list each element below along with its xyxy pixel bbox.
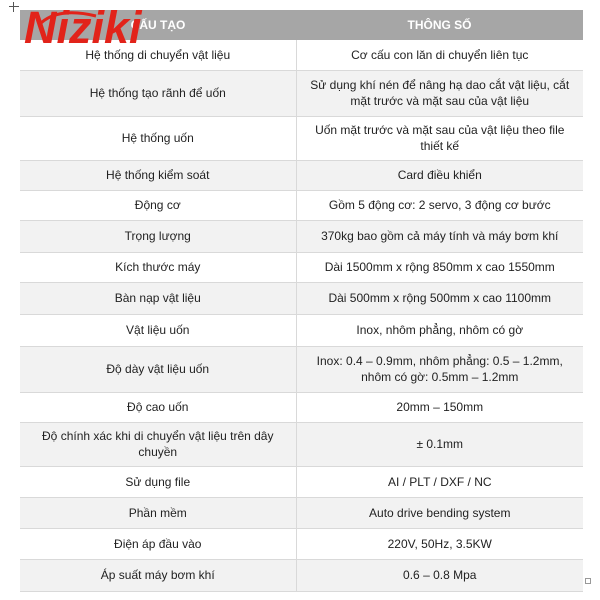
row-value: Auto drive bending system xyxy=(296,497,583,528)
table-row xyxy=(20,70,583,116)
row-label: Bàn nạp vật liệu xyxy=(20,282,296,314)
table-row xyxy=(20,314,583,346)
row-label: Vật liệu uốn xyxy=(20,314,296,346)
table-row xyxy=(20,190,583,220)
niziki-logo xyxy=(24,2,142,53)
row-label: Kích thước máy xyxy=(20,252,296,282)
row-value: AI / PLT / DXF / NC xyxy=(296,466,583,497)
table-row xyxy=(20,559,583,591)
row-value: Inox, nhôm phẳng, nhôm có gờ xyxy=(296,314,583,346)
table-row xyxy=(20,252,583,282)
row-label: Sử dụng file xyxy=(20,466,296,497)
row-value: Dài 500mm x rộng 500mm x cao 1100mm xyxy=(296,282,583,314)
row-value: ± 0.1mm xyxy=(296,422,583,466)
table-row xyxy=(20,160,583,190)
row-value: Card điều khiển xyxy=(296,160,583,190)
resize-handle-icon[interactable] xyxy=(585,578,591,584)
row-value: Cơ cấu con lăn di chuyển liên tục xyxy=(296,40,583,70)
logo-text: Niziki xyxy=(24,2,142,53)
table-row xyxy=(20,346,583,392)
row-value: Gồm 5 động cơ: 2 servo, 3 động cơ bước xyxy=(296,190,583,220)
move-handle-icon[interactable] xyxy=(9,2,19,12)
row-value: 220V, 50Hz, 3.5KW xyxy=(296,528,583,559)
row-value: Uốn mặt trước và mặt sau của vật liệu theo file thiết kế xyxy=(296,116,583,160)
row-label: Áp suất máy bơm khí xyxy=(20,559,296,591)
table-row xyxy=(20,282,583,314)
table-row xyxy=(20,220,583,252)
header-specs: THÔNG SỐ xyxy=(296,10,583,40)
row-label: Hệ thống tạo rãnh để uốn xyxy=(20,70,296,116)
table-row xyxy=(20,392,583,422)
row-value: Sử dụng khí nén để nâng hạ dao cắt vật liệu, cắt mặt trước và mặt sau của vật liệu xyxy=(296,70,583,116)
table-row xyxy=(20,422,583,466)
row-label: Hệ thống kiểm soát xyxy=(20,160,296,190)
row-label: Trọng lượng xyxy=(20,220,296,252)
table-row xyxy=(20,466,583,497)
row-value: Inox: 0.4 – 0.9mm, nhôm phẳng: 0.5 – 1.2mm, nhôm có gờ: 0.5mm – 1.2mm xyxy=(296,346,583,392)
table-row xyxy=(20,497,583,528)
row-value: 20mm – 150mm xyxy=(296,392,583,422)
row-label: Độ chính xác khi di chuyển vật liệu trên dây chuyền xyxy=(20,422,296,466)
row-label: Độ cao uốn xyxy=(20,392,296,422)
spec-table xyxy=(20,10,583,592)
header-structure: CẤU TẠO xyxy=(20,10,296,40)
table-row xyxy=(20,528,583,559)
logo-swoosh-icon xyxy=(38,10,98,28)
row-value: 370kg bao gồm cả máy tính và máy bơm khí xyxy=(296,220,583,252)
row-label: Hệ thống di chuyển vật liệu xyxy=(20,40,296,70)
row-label: Độ dày vật liệu uốn xyxy=(20,346,296,392)
row-value: 0.6 – 0.8 Mpa xyxy=(296,559,583,591)
row-label: Điện áp đầu vào xyxy=(20,528,296,559)
row-label: Hệ thống uốn xyxy=(20,116,296,160)
table-row xyxy=(20,116,583,160)
row-label: Phần mềm xyxy=(20,497,296,528)
row-label: Động cơ xyxy=(20,190,296,220)
row-value: Dài 1500mm x rộng 850mm x cao 1550mm xyxy=(296,252,583,282)
